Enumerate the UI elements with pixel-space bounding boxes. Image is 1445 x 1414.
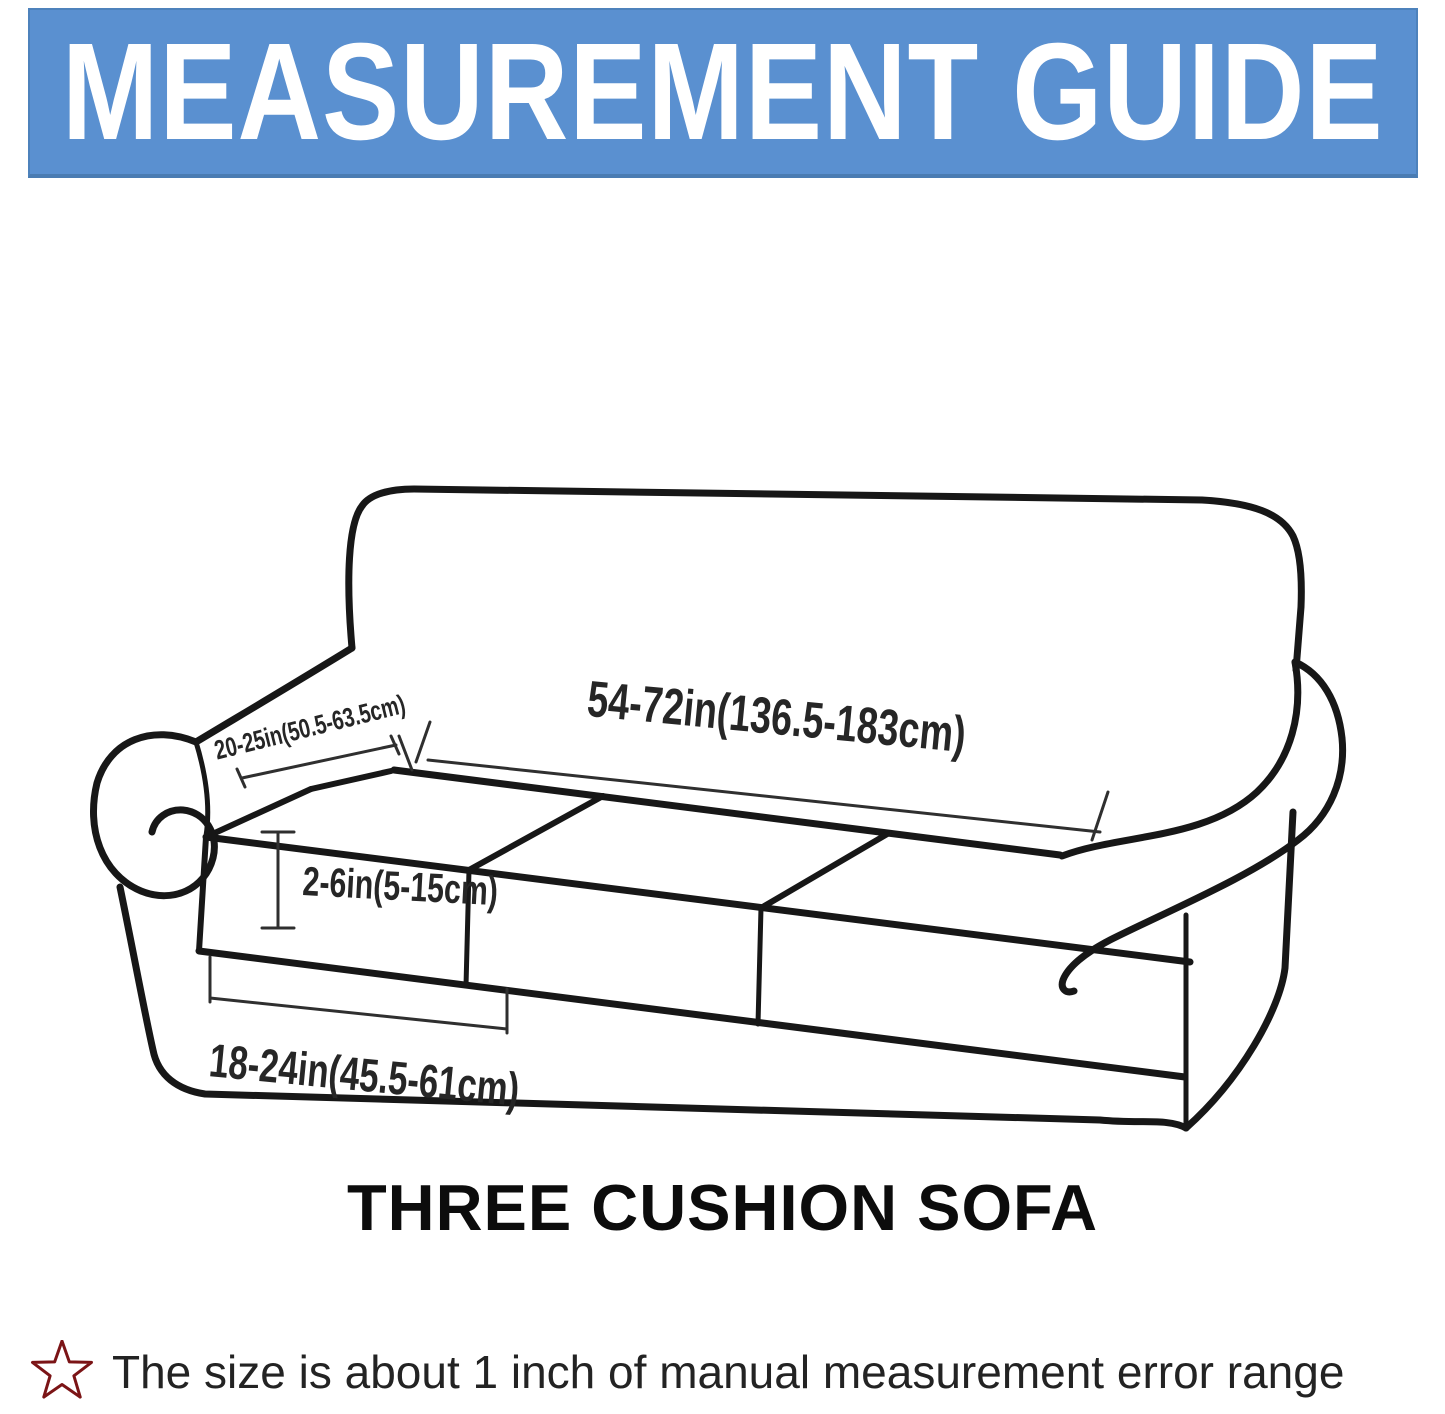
right-side-outline — [1186, 812, 1293, 1128]
left-arm-roll-spiral — [94, 735, 215, 896]
cushion-front-corner-drop — [199, 837, 206, 951]
banner-title: MEASUREMENT GUIDE — [62, 15, 1384, 169]
right-arm-roll-face — [1062, 662, 1342, 992]
seat-width-measure-line — [428, 760, 1100, 832]
cushion-depth-label: 18-24in(45.5-61cm) — [207, 1034, 522, 1117]
seat-width-arrow-slash-1 — [399, 736, 412, 770]
seat-width-arrow-slash-2 — [416, 722, 430, 762]
footer-note-text: The size is about 1 inch of manual measurement error range — [112, 1346, 1345, 1398]
footer-note-row — [30, 1336, 1445, 1408]
star-icon-path — [33, 1341, 92, 1397]
sofa-type-caption: THREE CUSHION SOFA — [346, 1171, 1099, 1244]
cushion-separator-2-drop — [758, 908, 761, 1024]
cushion-separator-2 — [761, 833, 889, 908]
star-icon — [30, 1340, 94, 1404]
cushion-left-edge — [206, 789, 311, 837]
cushion-depth-line — [210, 998, 507, 1029]
sofa-diagram — [0, 440, 1445, 1170]
cushion-thickness-label: 2-6in(5-15cm) — [301, 857, 500, 915]
seat-back-edge — [394, 770, 1060, 855]
seat-width-label: 54-72in(136.5-183cm) — [584, 669, 969, 764]
arm-pad-bottom-edge — [311, 771, 391, 789]
sofa-backrest-outline — [349, 489, 1302, 670]
cushion-separator-1 — [469, 796, 603, 870]
measurement-guide-banner — [28, 8, 1418, 178]
arm-width-label: 20-25in(50.5-63.5cm) — [211, 689, 409, 767]
